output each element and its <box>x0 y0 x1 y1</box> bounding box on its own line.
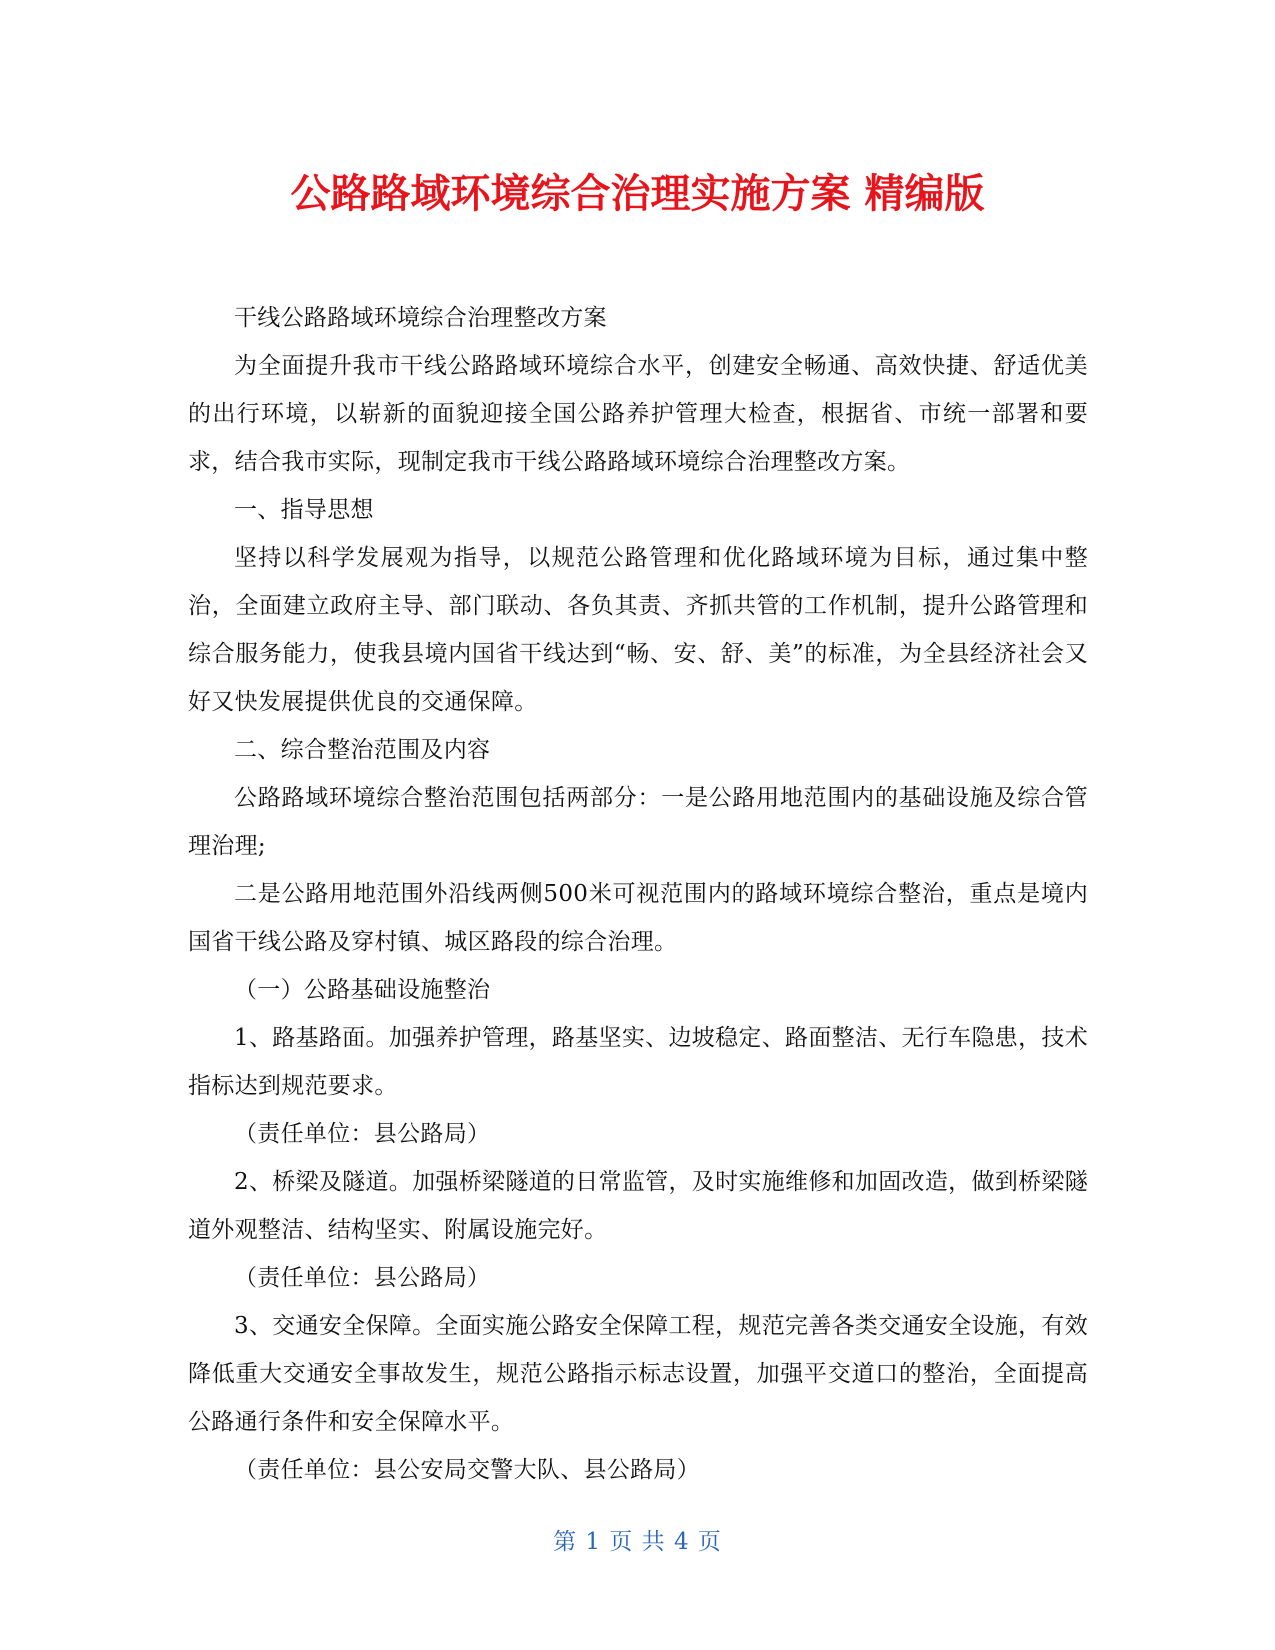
document-title: 公路路域环境综合治理实施方案 精编版 <box>290 171 985 217</box>
paragraph-roadbed: 1、路基路面。加强养护管理，路基坚实、边坡稳定、路面整洁、无行车隐患，技术指标达到规范要求。 <box>188 1025 1088 1099</box>
paragraph-bridges-tunnels: 2、桥梁及隧道。加强桥梁隧道的日常监管，及时实施维修和加固改造，做到桥梁隧道外观整洁、结构坚实、附属设施完好。 <box>188 1169 1088 1243</box>
paragraph-subtitle: 干线公路路域环境综合治理整改方案 <box>234 305 607 331</box>
responsibility-note-3: （责任单位：县公安局交警大队、县公路局） <box>234 1457 700 1483</box>
page-number-footer: 第 1 页 共 4 页 <box>553 1529 722 1555</box>
paragraph-intro: 为全面提升我市干线公路路域环境综合水平，创建安全畅通、高效快捷、舒适优美的出行环境，以崭新的面貌迎接全国公路养护管理大检查，根据省、市统一部署和要求，结合我市实际，现制定我市干线公路路域环境综合治理整改方案。 <box>188 353 1088 475</box>
section-heading-guiding-ideology: 一、指导思想 <box>234 497 374 523</box>
responsibility-note-2: （责任单位：县公路局） <box>234 1265 491 1291</box>
document-body <box>188 294 1088 1494</box>
section-heading-scope: 二、综合整治范围及内容 <box>234 737 491 763</box>
paragraph-traffic-safety: 3、交通安全保障。全面实施公路安全保障工程，规范完善各类交通安全设施，有效降低重大交通安全事故发生，规范公路指示标志设置，加强平交道口的整治，全面提高公路通行条件和安全保障水平。 <box>188 1313 1088 1435</box>
paragraph-scope-part-one: 公路路域环境综合整治范围包括两部分：一是公路用地范围内的基础设施及综合管理治理; <box>188 785 1088 859</box>
paragraph-guiding-ideology: 坚持以科学发展观为指导，以规范公路管理和优化路域环境为目标，通过集中整治，全面建立政府主导、部门联动、各负其责、齐抓共管的工作机制，提升公路管理和综合服务能力，使我县境内国省干线达到“畅、安、舒、美”的标准，为全县经济社会又好又快发展提供优良的交通保障。 <box>188 545 1088 715</box>
subsection-heading-infrastructure: （一）公路基础设施整治 <box>234 977 491 1003</box>
responsibility-note-1: （责任单位：县公路局） <box>234 1121 491 1147</box>
paragraph-scope-part-two: 二是公路用地范围外沿线两侧500米可视范围内的路域环境综合整治，重点是境内国省干线公路及穿村镇、城区路段的综合治理。 <box>188 881 1088 955</box>
